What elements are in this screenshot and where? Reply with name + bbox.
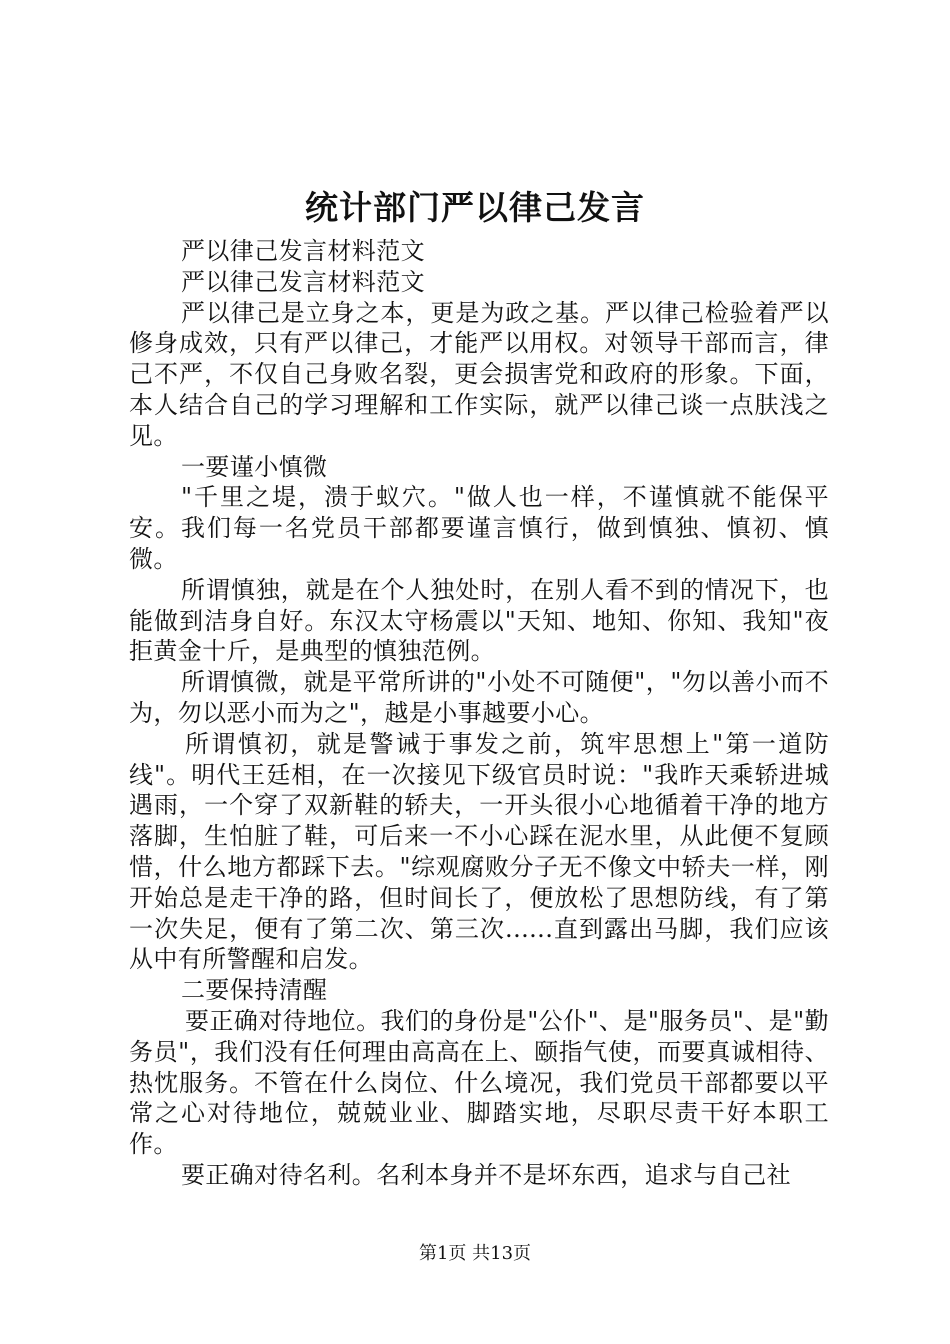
- paragraph: "千里之堤，溃于蚁穴。"做人也一样，不谨慎就不能保平安。我们每一名党员干部都要谨言慎行，做到慎独、慎初、慎微。: [129, 483, 829, 573]
- paragraph: 所谓慎初，就是警诫于事发之前，筑牢思想上"第一道防线"。明代王廷相，在一次接见下级官员时说："我昨天乘轿进城遇雨，一个穿了双新鞋的轿夫，一开头很小心地循着干净的地方落脚，生怕脏了鞋，可后来一不小心踩在泥水里，从此便不复顾惜，什么地方都踩下去。"综观腐败分子无不像文中轿夫一样，刚开始总是走干净的路，但时间长了，便放松了思想防线，有了第一次失足，便有了第二次、第三次......直到露出马脚，我们应该从中有所警醒和启发。: [129, 729, 829, 974]
- paragraph: 要正确对待地位。我们的身份是"公仆"、是"服务员"、是"勤务员"，我们没有任何理由高高在上、颐指气使，而要真诚相待、热忱服务。不管在什么岗位、什么境况，我们党员干部都要以平常之心对待地位，兢兢业业、脚踏实地，尽职尽责干好本职工作。: [129, 1006, 829, 1159]
- paragraph-intro: 严以律己是立身之本，更是为政之基。严以律己检验着严以修身成效，只有严以律己，才能严以用权。对领导干部而言，律己不严，不仅自己身败名裂，更会损害党和政府的形象。下面，本人结合自己的学习理解和工作实际，就严以律己谈一点肤浅之见。: [129, 298, 829, 450]
- paragraph: 要正确对待名利。名利本身并不是坏东西，追求与自己社: [181, 1160, 791, 1189]
- paragraph-subtitle-1: 严以律己发言材料范文: [181, 237, 425, 265]
- section-heading-1: 一要谨小慎微: [181, 452, 328, 481]
- paragraph: 所谓慎独，就是在个人独处时，在别人看不到的情况下，也能做到洁身自好。东汉太守杨震以"天知、地知、你知、我知"夜拒黄金十斤，是典型的慎独范例。: [129, 575, 829, 666]
- paragraph: 所谓慎微，就是平常所讲的"小处不可随便"，"勿以善小而不为，勿以恶小而为之"，越是小事越要小心。: [129, 668, 829, 727]
- document-title: 统计部门严以律己发言: [305, 188, 645, 227]
- paragraph-subtitle-2: 严以律己发言材料范文: [181, 267, 425, 296]
- section-heading-2: 二要保持清醒: [181, 976, 328, 1005]
- page-footer: 第1页 共13页: [418, 1243, 532, 1264]
- document-body: [129, 236, 829, 1191]
